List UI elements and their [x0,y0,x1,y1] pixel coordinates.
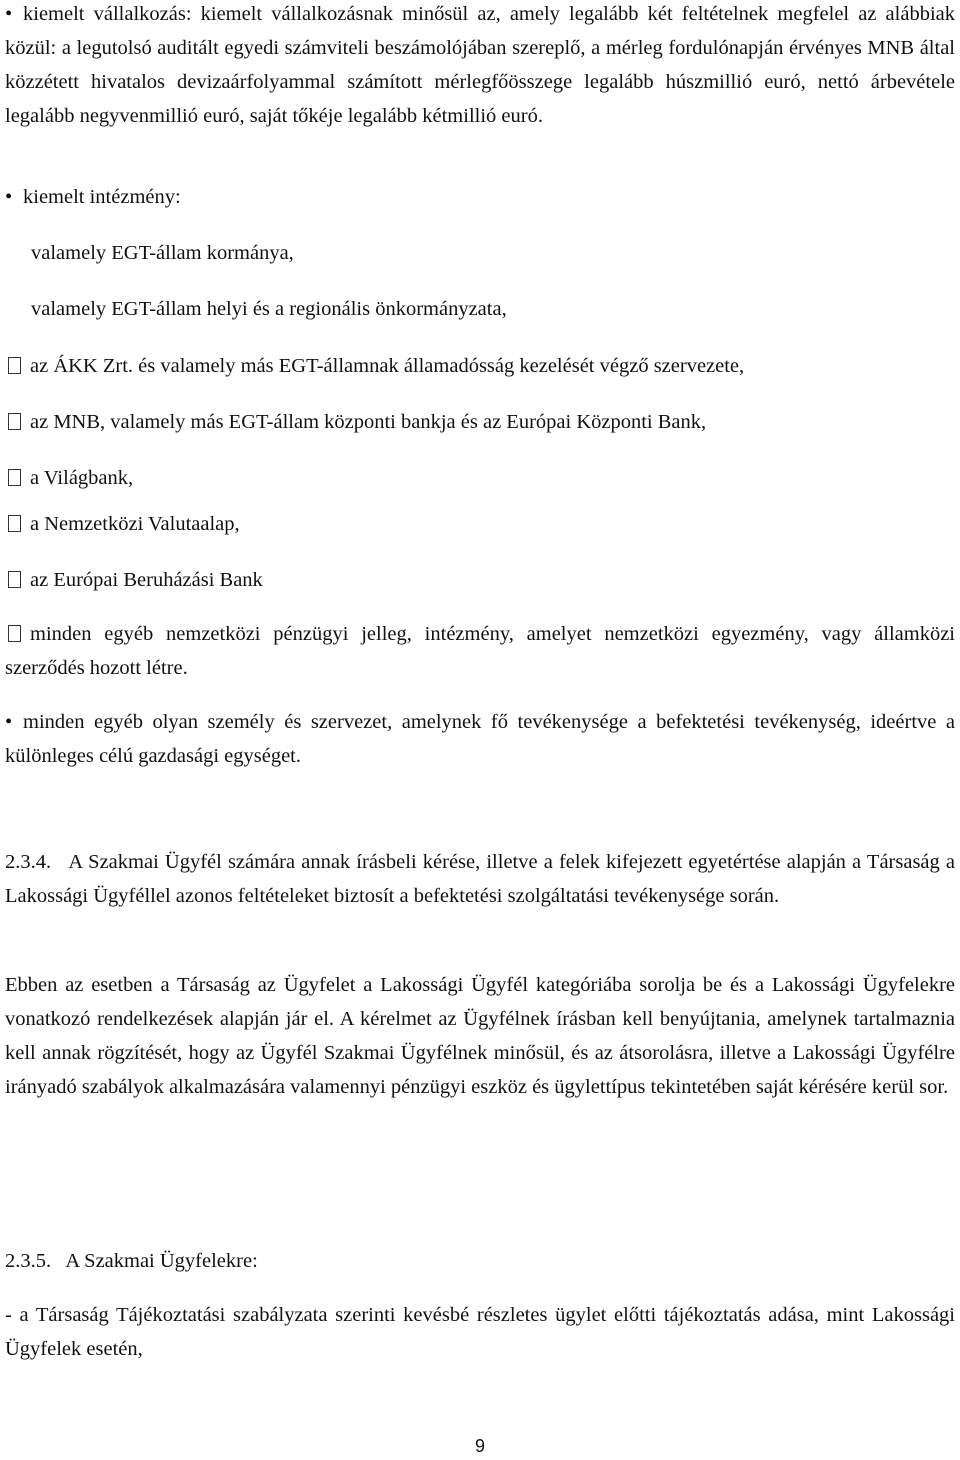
list-item-eib [8,563,263,597]
missing-glyph-icon [8,413,21,430]
bullet-icon: • [5,3,13,25]
paragraph-tajekoztatas [5,1298,955,1366]
list-item-text: a Nemzetközi Valutaalap, [30,513,240,535]
list-item-akk [8,349,744,383]
paragraph-2-3-4 [5,845,960,913]
paragraph-text: kiemelt vállalkozás: kiemelt vállalkozásnak minősül az, amely legalább két feltételnek megfelel az alábbiak közül: a legutolsó auditált egyedi számviteli beszámolójában szereplő, a mérleg fordulónapján érvényes MNB által közzétett hivatalos devizaárfolyammal számított mérlegfőösszege legalább húszmillió euró, nettó árbevétele legalább negyvenmillió euró, saját tőkéje legalább kétmillió euró. [5,3,955,127]
list-item-text: az ÁKK Zrt. és valamely más EGT-államnak államadósság kezelését végző szervezete, [30,355,745,377]
list-item-valutaalap [8,507,240,541]
list-item-text: a Világbank, [30,467,134,489]
paragraph-text: minden egyéb olyan személy és szervezet, amelynek fő tevékenysége a befektetési tevékenység, ideértve a különleges célú gazdasági egységet. [5,711,955,767]
missing-glyph-icon [8,625,21,642]
heading-2-3-5 [5,1244,258,1278]
paragraph-ebben [5,968,955,1104]
heading-text: kiemelt intézmény: [23,186,181,208]
paragraph-text: 2.3.4. A Szakmai Ügyfél számára annak írásbeli kérése, illetve a felek kifejezett egyetértése alapján a Társaság a Lakossági Ügyféllel azonos feltételeket biztosít a befektetési szolgáltatási tevékenysége során. [5,851,960,907]
missing-glyph-icon [8,469,21,486]
bullet-icon: • [5,186,13,208]
list-item-text: minden egyéb nemzetközi pénzügyi jelleg, intézmény, amelyet nemzetközi egyezmény, vagy államközi szerződés hozott létre. [5,623,955,679]
heading-kiemelt-intezmeny [5,180,181,214]
list-item-mnb [8,405,706,439]
list-item-egt-kormanya [31,236,294,270]
list-item-vilagbank [8,461,133,495]
heading-text: 2.3.5. A Szakmai Ügyfelekre: [5,1250,258,1272]
paragraph-text: Ebben az esetben a Társaság az Ügyfelet a Lakossági Ügyfél kategóriába sorolja be és a Lakossági Ügyfelekre vonatkozó rendelkezések alapján jár el. A kérelmet az Ügyfélnek írásban kell benyújtania, amelynek tartalmaznia kell annak rögzítését, hogy az Ügyfél Szakmai Ügyfélnek minősül, és az átsorolásra, illetve a Lakossági Ügyfélre irányadó szabályok alkalmazására valamennyi pénzügyi eszköz és ügylettípus tekintetében saját kérésére kerül sor. [5,974,955,1098]
missing-glyph-icon [8,571,21,588]
paragraph-text: - a Társaság Tájékoztatási szabályzata szerinti kevésbé részletes ügylet előtti tájékoztatás adása, mint Lakossági Ügyfelek esetén, [5,1304,955,1360]
page-number: 9 [474,1436,485,1456]
list-item-text: az Európai Beruházási Bank [30,569,263,591]
list-item-text: valamely EGT-állam helyi és a regionális önkormányzata, [31,298,507,320]
paragraph-kiemelt-vallalkozas [5,0,955,133]
list-item-text: valamely EGT-állam kormánya, [31,242,294,264]
missing-glyph-icon [8,357,21,374]
missing-glyph-icon [8,515,21,532]
list-item-text: az MNB, valamely más EGT-állam központi bankja és az Európai Központi Bank, [30,411,707,433]
bullet-icon: • [5,711,13,733]
list-item-nemzetkozi [5,617,955,685]
paragraph-befektetesi [5,705,955,773]
list-item-egt-helyi [31,292,507,326]
